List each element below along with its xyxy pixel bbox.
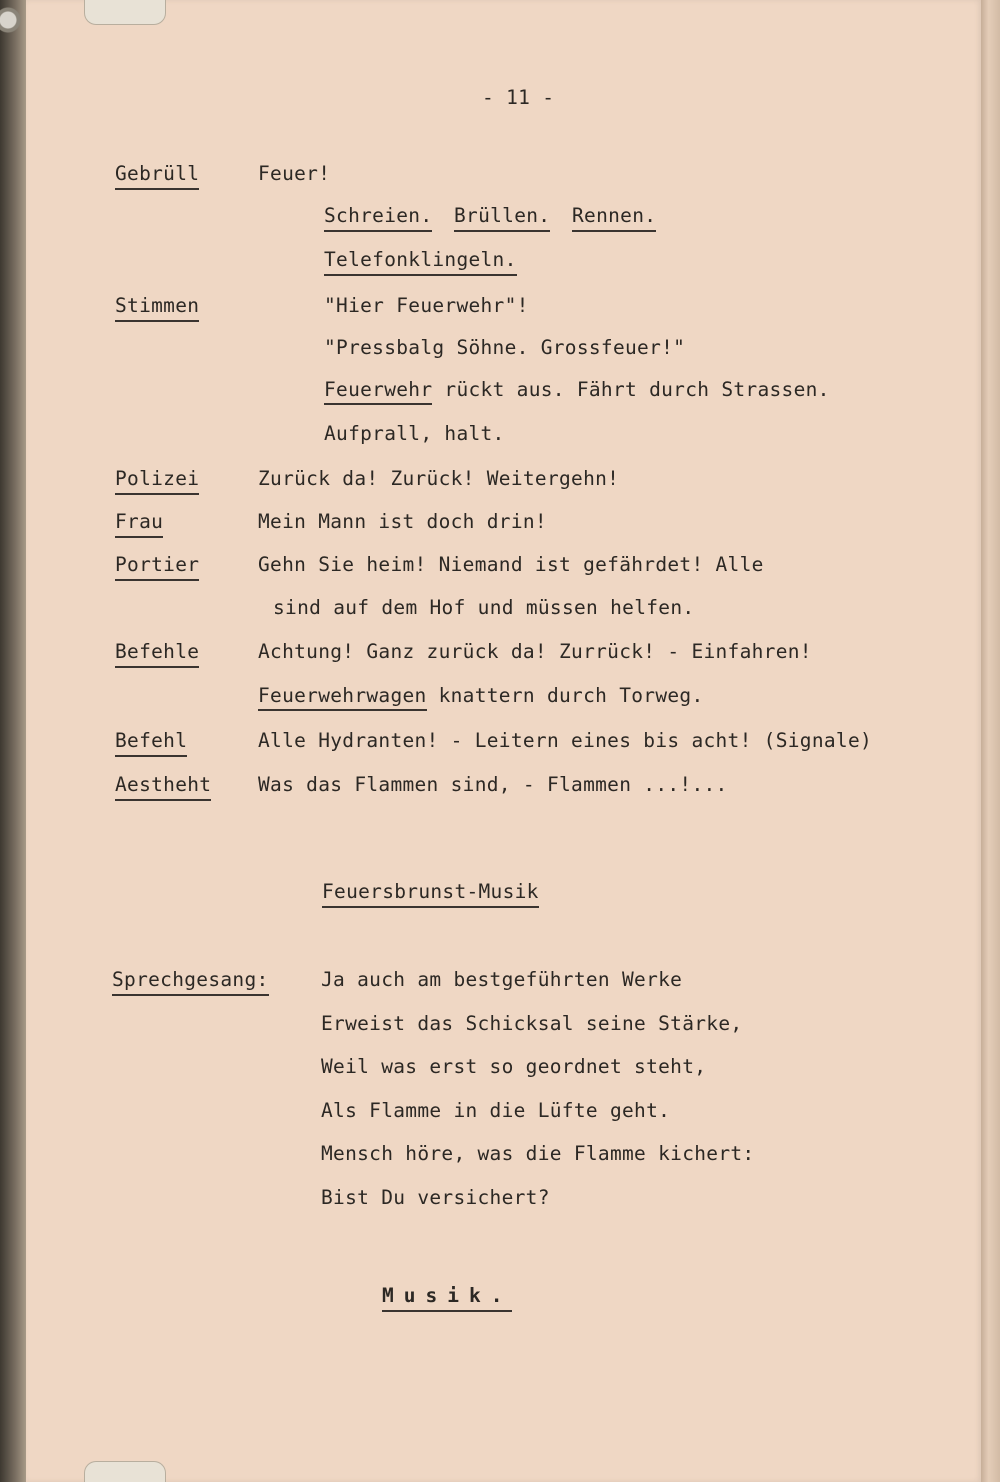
dialogue-line: Alle Hydranten! - Leitern eines bis acht! (Signale) [258,729,873,752]
dialogue-line: Gehn Sie heim! Niemand ist gefährdet! Alle [258,553,764,576]
dialogue-line: "Pressbalg Söhne. Grossfeuer!" [324,336,686,359]
verse-line: Mensch höre, was die Flamme kichert: [321,1142,755,1165]
speaker-label: Befehl [115,729,187,757]
speaker-label: Stimmen [115,294,199,322]
binder-spine [0,0,26,1482]
page-edge [981,0,1000,1482]
verse-line: Erweist das Schicksal seine Stärke, [321,1012,743,1035]
verse-line: Als Flamme in die Lüfte geht. [321,1099,671,1122]
stage-direction: Rennen. [572,204,656,232]
stage-direction: Brüllen. [454,204,550,232]
page-number: - 11 - [482,86,555,109]
page-clip-top [84,0,166,25]
section-heading: Feuersbrunst-Musik [322,880,539,908]
stage-direction: Telefonklingeln. [324,248,517,276]
dialogue-line: "Hier Feuerwehr"! [324,294,529,317]
dialogue-line: Was das Flammen sind, - Flammen ...!... [258,773,728,796]
sprechgesang-label: Sprechgesang: [112,968,269,996]
binder-ring [0,0,24,40]
stage-direction-rest: rückt aus. Fährt durch Strassen. [432,378,830,401]
stage-direction: Feuerwehrwagen [258,684,427,711]
speaker-label: Frau [115,510,163,538]
speaker-label: Portier [115,553,199,581]
stage-direction: Schreien. [324,204,432,232]
dialogue-line: sind auf dem Hof und müssen helfen. [273,596,695,619]
stage-direction-line [324,378,830,402]
verse-line: Weil was erst so geordnet steht, [321,1055,707,1078]
dialogue-line: Mein Mann ist doch drin! [258,510,547,533]
speaker-label: Gebrüll [115,162,199,190]
verse-line: Ja auch am bestgeführten Werke [321,968,683,991]
stage-direction-line: Aufprall, halt. [324,422,505,445]
dialogue-line: Feuer! [258,162,331,185]
speaker-label: Befehle [115,640,199,668]
dialogue-line: Zurück da! Zurück! Weitergehn! [258,467,620,490]
speaker-label: Polizei [115,467,199,495]
page-clip-bottom [84,1461,166,1482]
speaker-label: Aestheht [115,773,211,801]
stage-direction: Feuerwehr [324,378,432,405]
stage-direction-line [258,684,703,708]
verse-line: Bist Du versichert? [321,1186,550,1209]
dialogue-line: Achtung! Ganz zurück da! Zurrück! - Einfahren! [258,640,812,663]
stage-direction-rest: knattern durch Torweg. [426,684,704,707]
closing-cue: Musik. [382,1284,512,1312]
